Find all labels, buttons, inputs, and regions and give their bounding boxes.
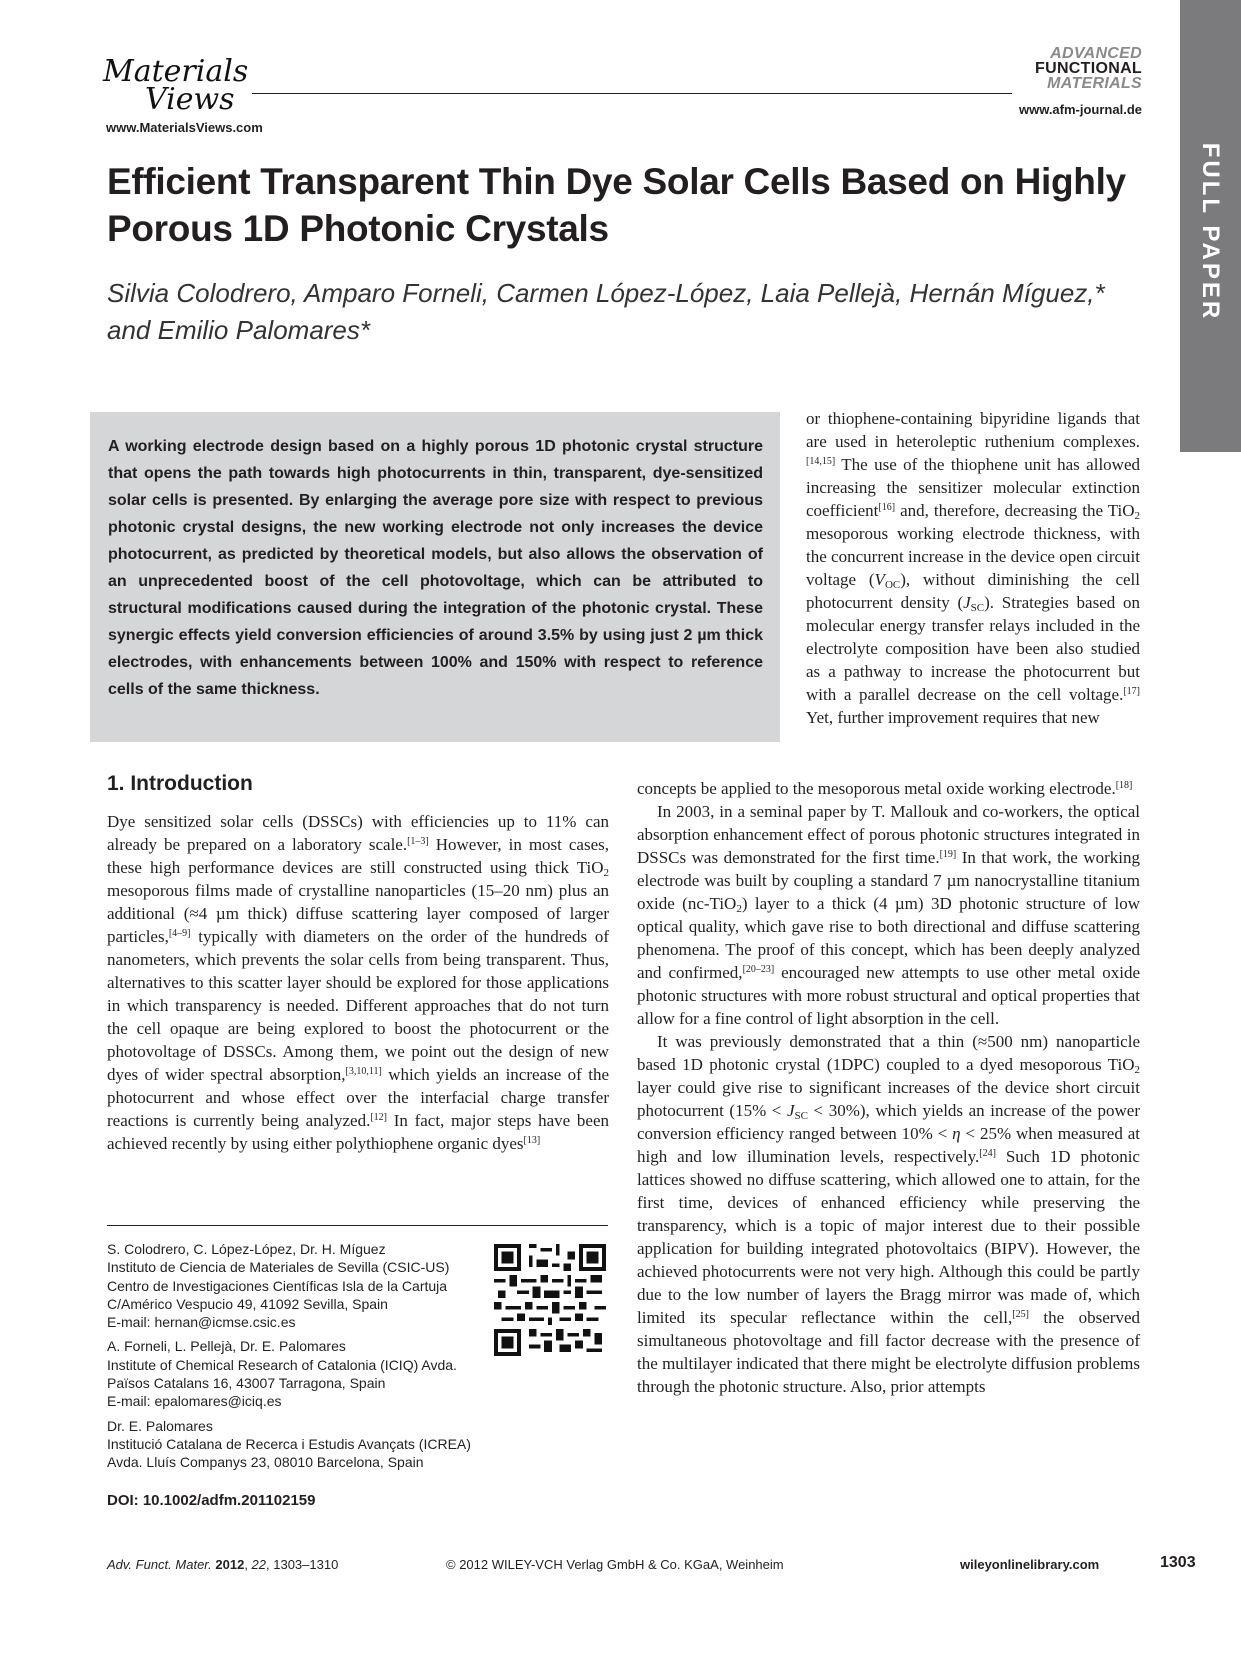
authors-line1: Silvia Colodrero, Amparo Forneli, Carmen López-López, Laia Pellejà, Hernán Míguez,* <box>107 278 1105 308</box>
paragraph: In 2003, in a seminal paper by T. Mallouk and co-workers, the optical absorption enhancement effect of porous photonic structures integrated in DSSCs was demonstrated for the first time.[19] In that work, the working electrode was built by coupling a standard 7 µm nanocrystalline titanium oxide (nc-TiO$_2$) layer to a thick (4 µm) 3D photonic structure of low optical quality, which gave rise to both directional and diffuse scattering phenomena. The proof of this concept, which has been deeply analyzed and confirmed,[20–23] encouraged new attempts to use other metal oxide photonic structures with more robust structural and optical properties that allow for a fine control of light absorption in the cell. <box>637 802 1141 1028</box>
copyright: © 2012 WILEY-VCH Verlag GmbH & Co. KGaA, Weinheim <box>446 1557 784 1572</box>
author-list <box>107 275 1167 349</box>
email-link[interactable]: E-mail: epalomares@iciq.es <box>107 1393 282 1410</box>
logo-text-line2: Views <box>145 82 235 117</box>
affiliation-divider <box>107 1225 608 1226</box>
journal-url[interactable]: www.afm-journal.de <box>1018 102 1142 117</box>
reference-link[interactable]: [13] <box>523 1135 541 1146</box>
reference-link[interactable]: [12] <box>370 1112 387 1123</box>
reference-link[interactable]: [14,15] <box>806 456 836 467</box>
abstract-box <box>90 412 780 742</box>
reference-link[interactable]: [18] <box>1115 780 1133 791</box>
reference-link[interactable]: [1–3] <box>407 836 429 847</box>
journal-logo-line1: ADVANCED <box>1050 45 1142 62</box>
page-number: 1303 <box>1160 1554 1196 1571</box>
citation: Adv. Funct. Mater. 2012, 22, 1303–1310 <box>107 1557 339 1572</box>
side-tab-label: FULL PAPER <box>1197 142 1224 322</box>
section-heading: 1. Introduction <box>107 772 253 795</box>
publisher-url[interactable]: www.MaterialsViews.com <box>106 120 263 135</box>
affiliation-block: A. Forneli, L. Pellejà, Dr. E. Palomares Institute of Chemical Research of Catalonia (ICIQ) Avda. Països Catalans 16, 43007 Tarragona, Spain E-mail: epalomares@iciq.es <box>107 1338 457 1410</box>
header-divider <box>252 93 1012 94</box>
affiliations <box>107 1240 527 1478</box>
reference-link[interactable]: [3,10,11] <box>345 1066 382 1077</box>
email-link[interactable]: E-mail: hernan@icmse.csic.es <box>107 1314 296 1331</box>
reference-link[interactable]: [25] <box>1012 1309 1029 1320</box>
paragraph: Dye sensitized solar cells (DSSCs) with efficiencies up to 11% can already be prepared on a laboratory scale.[1–3] However, in most cases, these high performance devices are still constructed using thick TiO$_2$ mesoporous films made of crystalline nanoparticles (15–20 nm) plus an additional (≈4 µm thick) diffuse scattering layer composed of larger particles,[4–9] typically with diameters on the order of the hundreds of nanometers, which prevents the solar cells from being transparent. Thus, alternatives to this scatter layer should be explored for those applications in which transparency is needed. Different approaches that do not turn the cell opaque are being explored to boost the photocurrent or the photovoltage of DSSCs. Among them, we point out the design of new dyes of wider spectral absorption,[3,10,11] which yields an increase of the photocurrent and whose effect over the interfacial charge transfer reactions is currently being analyzed.[12] In fact, major steps have been achieved recently by using either polythiophene organic dyes[13] <box>107 812 609 1153</box>
right-column-main <box>637 777 1140 1398</box>
paragraph: or thiophene-containing bipyridine ligands that are used in heteroleptic ruthenium complexes.[14,15] The use of the thiophene unit has allowed increasing the sensitizer molecular extinction coefficient[16] and, therefore, decreasing the TiO$_2$ mesoporous working electrode thickness, with the concurrent increase in the device open circuit voltage $(V_{OC})$, without diminishing the cell photocurrent density $(J_{SC})$. Strategies based on molecular energy transfer relays included in the electrolyte composition have been also studied as a pathway to increase the photocurrent but with a parallel decrease on the cell voltage.[17] Yet, further improvement requires that new <box>806 409 1140 727</box>
paragraph: It was previously demonstrated that a thin (≈500 nm) nanoparticle based 1D photonic crystal (1DPC) coupled to a dyed mesoporous TiO$_2$ layer could give rise to significant increases of the device short circuit photocurrent $(15\% < J_{SC} < 30\%)$, which yields an increase of the power conversion efficiency ranged between 10% < η < 25% when measured at high and low illumination levels, respectively.[24] Such 1D photonic lattices showed no diffuse scattering, which allowed one to attain, for the first time, devices of enhanced efficiency while preserving the transparency, which is a topic of major interest due to their possible application for building integrated photovoltaics (BIPV). However, the achieved photocurrents were not very high. Although this could be partly due to the low number of layers the Bragg mirror was made of, which limited its specular reflectance within the cell,[25] the observed simultaneous photovoltage and fill factor decrease with the presence of the multilayer indicated that there might be electrolyte diffusion problems through the photonic structure. Also, prior attempts <box>637 1032 1141 1396</box>
journal-logo-line2: FUNCTIONAL <box>1035 60 1142 77</box>
footer-site-link[interactable]: wileyonlinelibrary.com <box>960 1557 1100 1572</box>
reference-link[interactable]: [16] <box>878 502 896 513</box>
abstract-text: A working electrode design based on a highly porous 1D photonic crystal structure that opens the path towards high photocurrents in thin, transparent, dye-sensitized solar cells is presented. By enlarging the average pore size with respect to previous photonic crystal designs, the new working electrode not only increases the device photocurrent, as predicted by theoretical models, but also allows the observation of an unprecedented boost of the cell photovoltage, which can be attributed to structural modifications caused during the integration of the photonic crystal. These synergic effects yield conversion efficiencies of around 3.5% by using just 2 µm thick electrodes, with enhancements between 100% and 150% with respect to reference cells of the same thickness. <box>108 438 763 698</box>
journal-logo-line3: MATERIALS <box>1047 75 1142 92</box>
affiliation-block: Dr. E. Palomares Institució Catalana de Recerca i Estudis Avançats (ICREA) Avda. Lluís Companys 23, 08010 Barcelona, Spain <box>107 1417 471 1471</box>
reference-link[interactable]: [20–23] <box>742 964 775 975</box>
paragraph: concepts be applied to the mesoporous metal oxide working electrode.[18] <box>637 779 1133 798</box>
affiliation-block: S. Colodrero, C. López-López, Dr. H. Míguez Instituto de Ciencia de Materiales de Sevilla (CSIC-US) Centro de Investigaciones Científicas Isla de la Cartuja C/Américo Vespucio 49, 41092 Sevilla, Spain E-mail: hernan@icmse.csic.es <box>107 1241 450 1331</box>
doi-link[interactable]: DOI: 10.1002/adfm.201102159 <box>107 1492 316 1509</box>
qr-code-icon[interactable] <box>494 1244 606 1356</box>
right-column-top <box>806 407 1140 729</box>
reference-link[interactable]: [24] <box>979 1148 996 1159</box>
left-column-main <box>107 810 609 1155</box>
reference-link[interactable]: [4–9] <box>168 928 191 939</box>
journal-logo <box>1016 46 1142 91</box>
reference-link[interactable]: [19] <box>939 849 957 860</box>
section-side-tab <box>1180 0 1241 452</box>
materialsviews-logo <box>103 52 253 118</box>
authors-line2: and Emilio Palomares* <box>107 315 371 345</box>
article-title: Efficient Transparent Thin Dye Solar Cells Based on Highly Porous 1D Photonic Crystals <box>107 161 1126 249</box>
reference-link[interactable]: [17] <box>1123 686 1140 697</box>
logo-text-line1: Materials <box>103 54 249 89</box>
